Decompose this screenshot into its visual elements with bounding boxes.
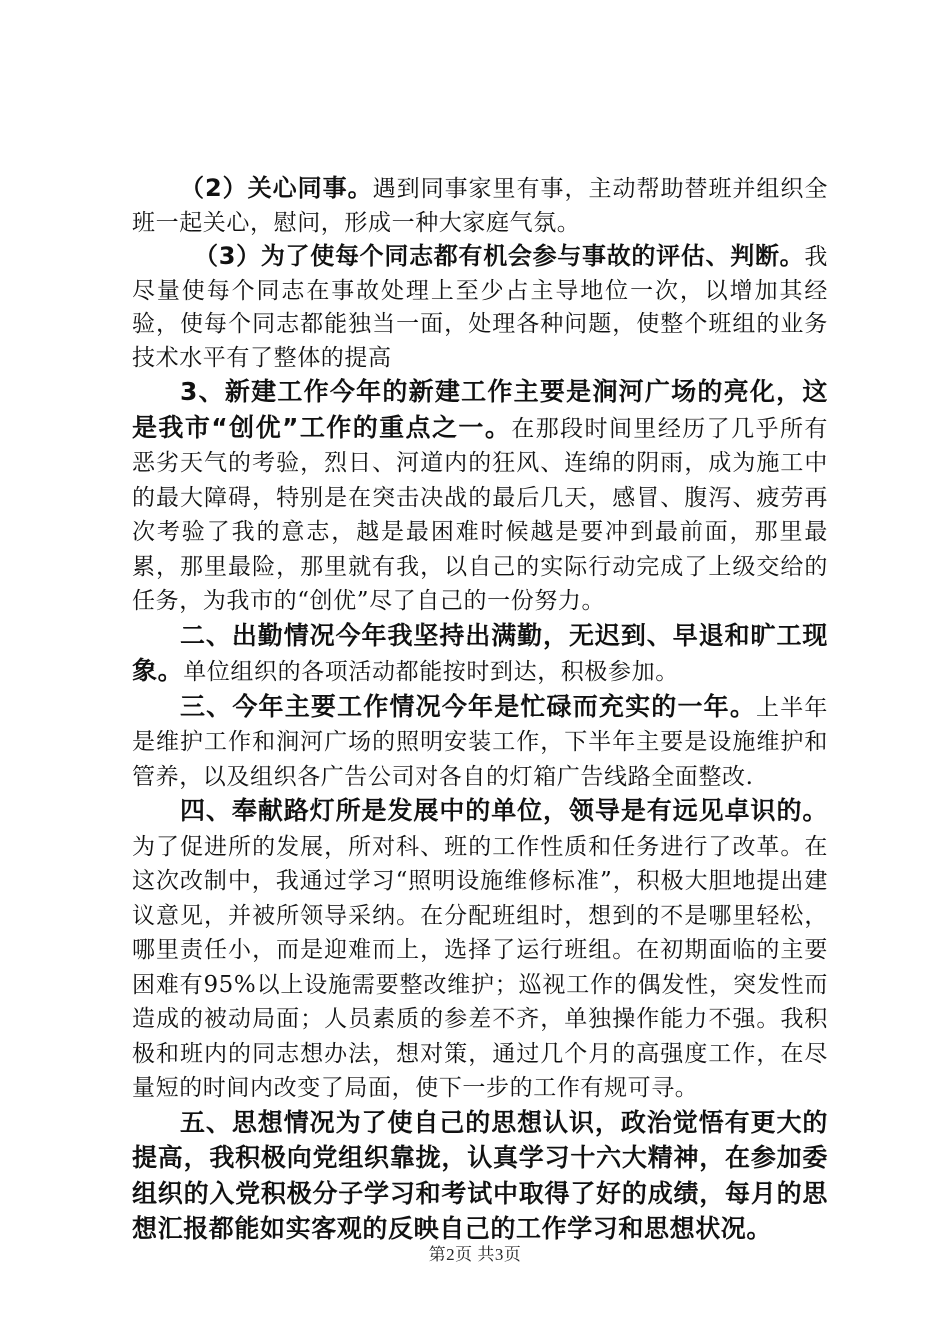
paragraph-attendance	[132, 619, 828, 690]
paragraph-lead: 五、思想情况为了使自己的思想认识，政治觉悟有更大的提高，我积极向党组织靠拢，认真学习十六大精神，在参加委组织的入党积极分子学习和考试中取得了好的成绩，每月的思想汇报都能如实客观的反映自己的工作学习和思想状况。	[132, 1107, 828, 1243]
paragraph-text: 我尽量使每个同志在事故处理上至少占主导地位一次，以增加其经验，使每个同志都能独当一面，处理各种问题，使整个班组的业务技术水平有了整体的提高	[132, 244, 828, 371]
paragraph-main-work	[132, 690, 828, 795]
document-body	[132, 172, 828, 1248]
paragraph-dedication	[132, 794, 828, 1106]
paragraph-text: 上半年是维护工作和涧河广场的照明安装工作，下半年主要是设施维护和管养，以及组织各广告公司对各自的灯箱广告线路全面整改.	[132, 694, 828, 790]
paragraph-lead: 三、今年主要工作情况今年是忙碌而充实的一年。	[180, 691, 757, 721]
paragraph-text: 遇到同事家里有事，主动帮助替班并组织全班一起关心，慰问，形成一种大家庭气氛。	[132, 176, 828, 236]
paragraph-text: 为了促进所的发展，所对科、班的工作性质和任务进行了改革。在这次改制中，我通过学习“照明设施维修标准”，积极大胆地提出建议意见，并被所领导采纳。在分配班组时，想到的不是哪里轻松，哪里责任小，而是迎难而上，选择了运行班组。在初期面临的主要困难有95%以上设施需要整改维护；巡视工作的偶发性，突发性而造成的被动局面；人员素质的参差不齐，单独操作能力不强。我积极和班内的同志想办法，想对策，通过几个月的高强度工作，在尽量短的时间内改变了局面，使下一步的工作有规可寻。	[132, 833, 828, 1101]
paragraph-text: 单位组织的各项活动都能按时到达，积极参加。	[183, 659, 679, 685]
paragraph-lead: 二、出勤情况今年我坚持出满勤，无迟到、早退和旷工现象。	[132, 620, 828, 685]
paragraph-lead: 四、奉献路灯所是发展中的单位，领导是有远见卓识的。	[180, 796, 828, 825]
page-footer: 第2页 共3页	[428, 1245, 522, 1264]
paragraph-care-colleagues	[132, 172, 828, 240]
paragraph-text: 在那段时间里经历了几乎所有恶劣天气的考验，烈日、河道内的狂风、连绵的阴雨，成为施工中的最大障碍，特别是在突击决战的最后几天，感冒、腹泻、疲劳再次考验了我的意志，越是最困难时候越是要冲到最前面，那里最累，那里最险，那里就有我，以自己的实际行动完成了上级交给的任务，为我市的“创优”尽了自己的一份努力。	[132, 415, 828, 614]
paragraph-lead: （2）关心同事。	[180, 174, 373, 202]
paragraph-lead: 3、新建工作今年的新建工作主要是涧河广场的亮化，这是我市“创优”工作的重点之一。	[132, 377, 828, 442]
paragraph-ideology	[132, 1106, 828, 1248]
paragraph-new-construction	[132, 375, 828, 619]
paragraph-lead: （3）为了使每个同志都有机会参与事故的评估、判断。	[194, 242, 805, 270]
paragraph-accident-evaluation	[132, 240, 828, 375]
